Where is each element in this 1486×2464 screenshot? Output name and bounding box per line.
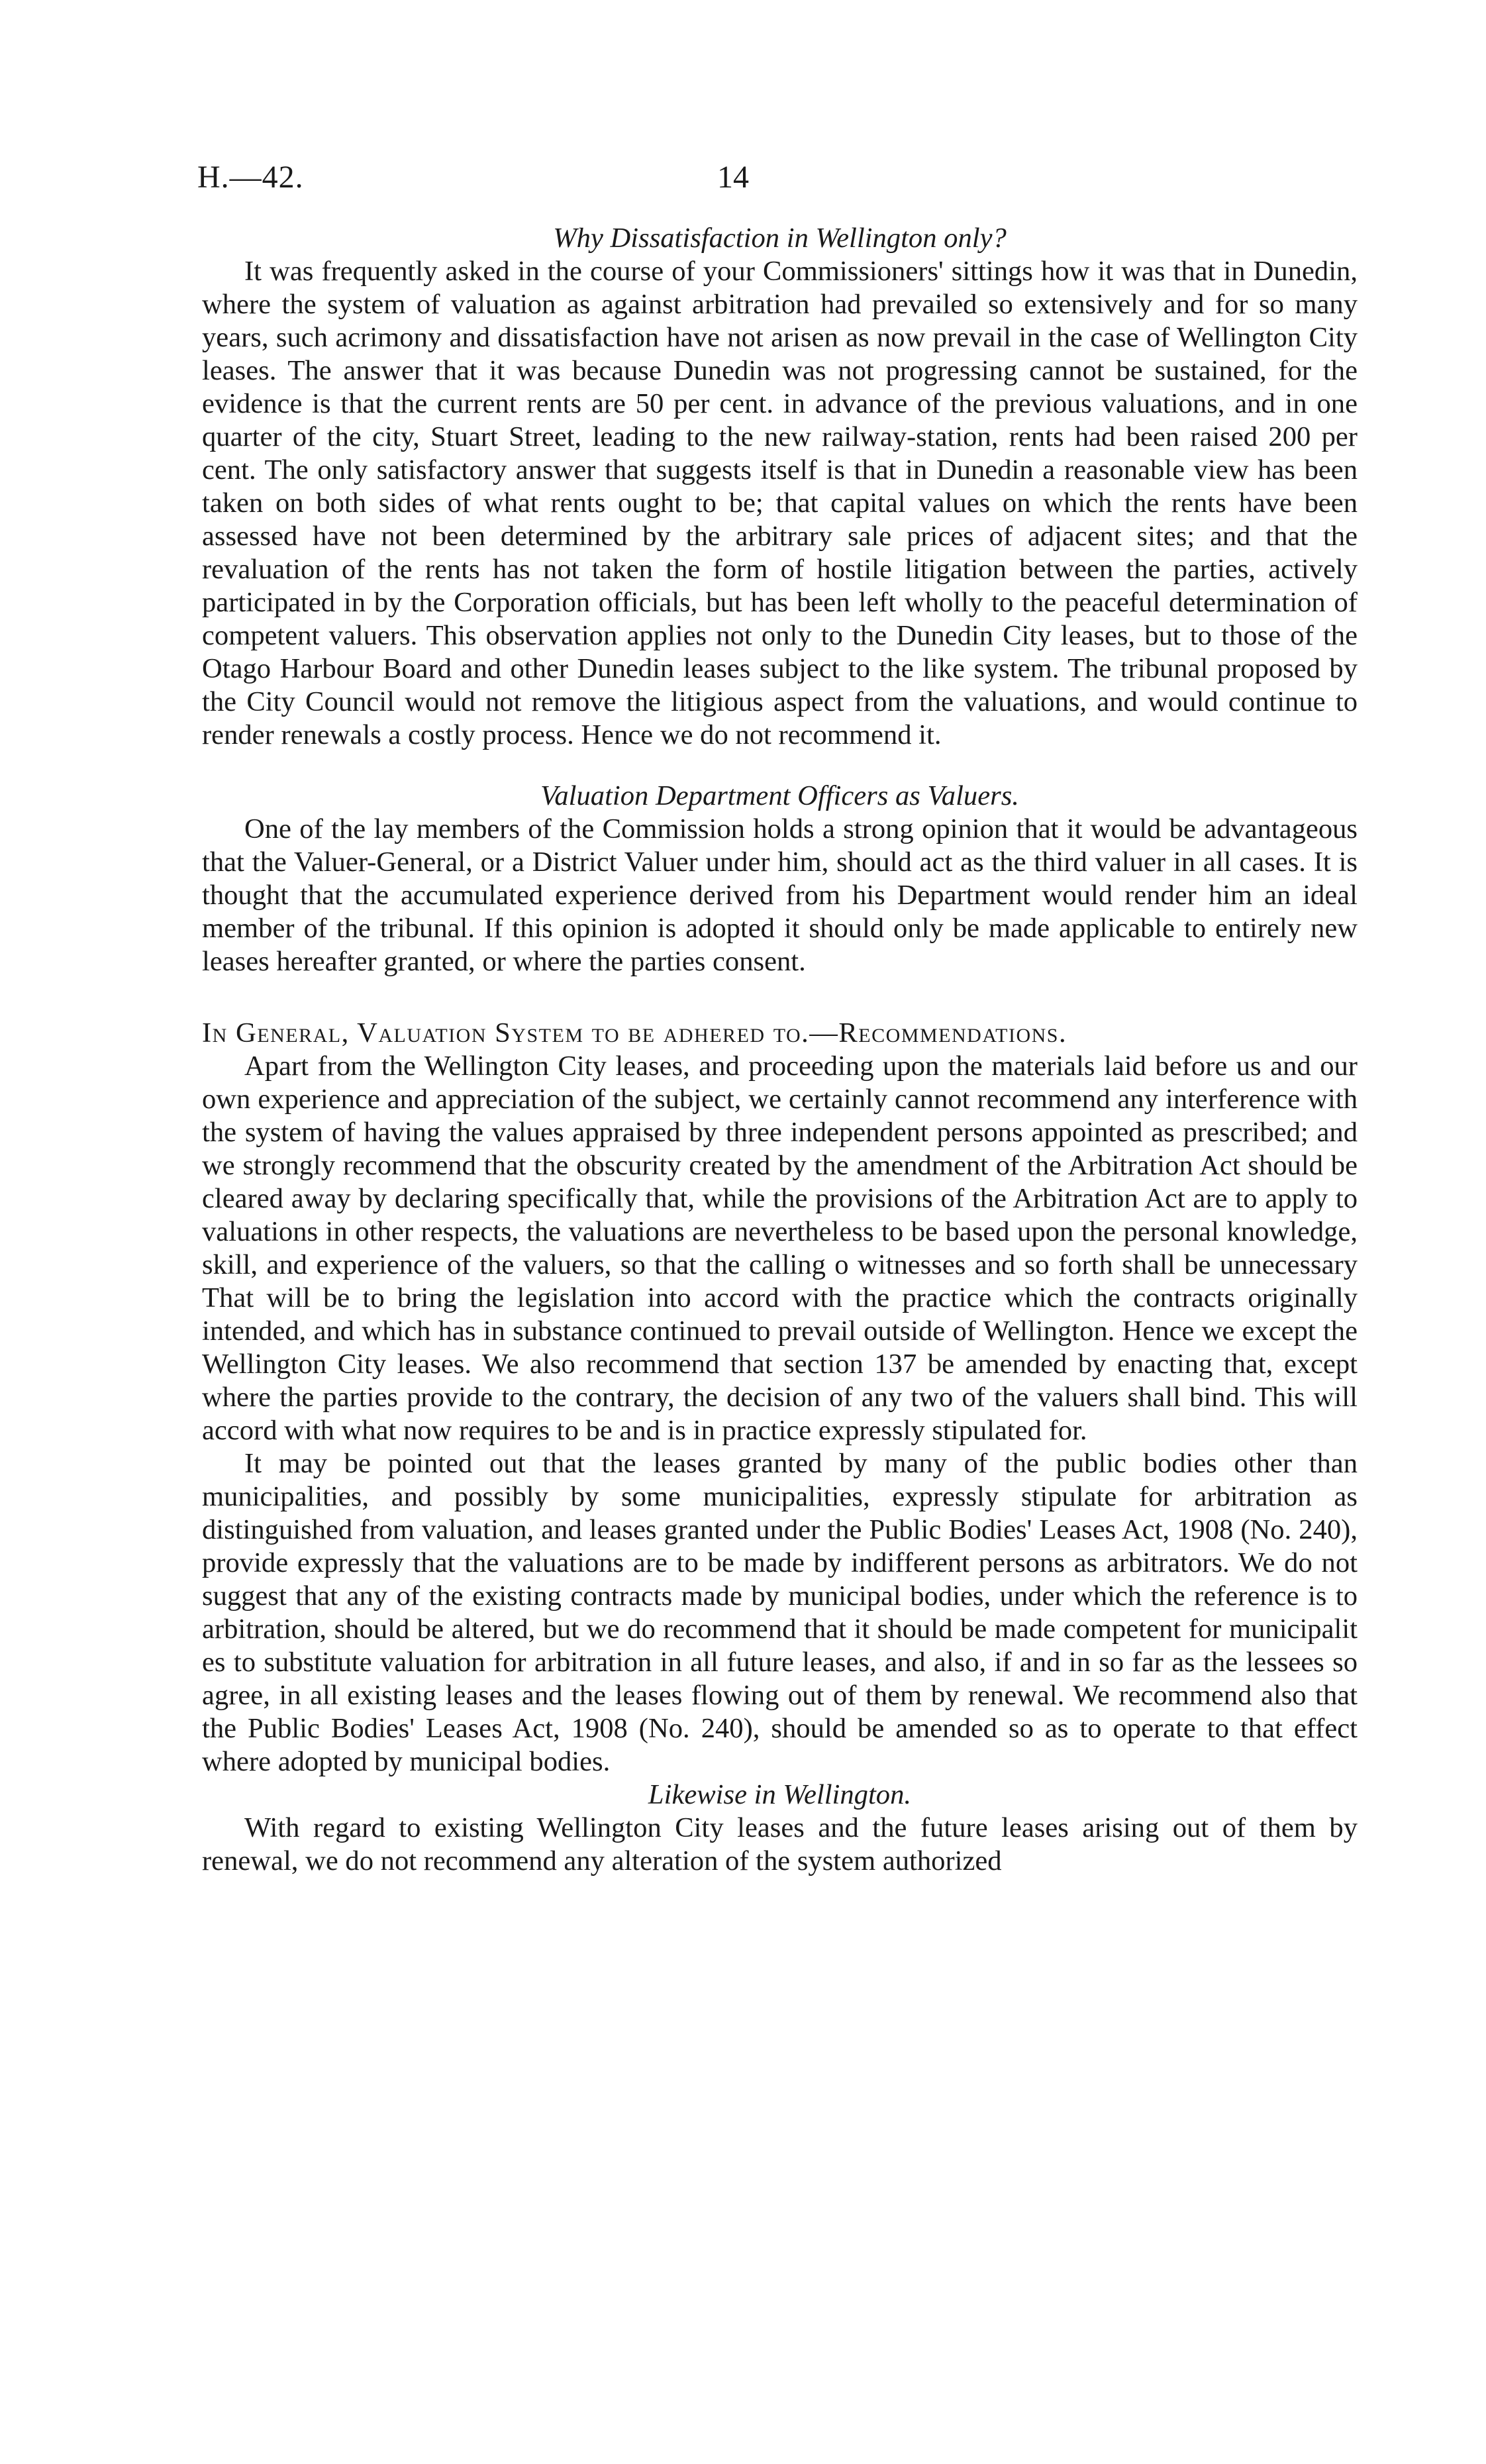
body-paragraph: It was frequently asked in the course of your Commissioners' sittings how it was that in Dunedin, where the system of valuation as against arbitration had prevailed so extensively and for so many years, such acrimony and dissatisfaction have not arisen as now prevail in the case of Wellington City leases. The answer that it was because Dunedin was not progressing cannot be sustained, for the evidence is that the current rents are 50 per cent. in advance of the previous valuations, and in one quarter of the city, Stuart Street, leading to the new railway-station, rents had been raised 200 per cent. The only satisfactory answer that suggests itself is that in Dunedin a reasonable view has been taken on both sides of what rents ought to be; that capital values on which the rents have been assessed have not been determined by the arbitrary sale prices of adjacent sites; and that the revaluation of the rents has not taken the form of hostile litigation between the parties, actively participated in by the Corporation officials, but has been left wholly to the peaceful determination of competent valuers. This observation applies not only to the Dunedin City leases, but to those of the Otago Harbour Board and other Dunedin leases subject to the like system. The tribunal proposed by the City Council would not remove the litigious aspect from the valuations, and would continue to render renewals a costly process. Hence we do not recommend it. [202,256,1358,750]
section-heading: Why Dissatisfaction in Wellington only? [553,223,1007,254]
section-heading: In General, Valuation System to be adhered to.—Recommendations. [202,1017,1067,1049]
section-heading: Likewise in Wellington. [648,1779,912,1810]
section-heading: Valuation Department Officers as Valuers. [540,780,1019,811]
document-reference: H.—42. [197,160,304,195]
page-body [202,222,1358,1878]
body-paragraph: With regard to existing Wellington City leases and the future leases arising out of them by renewal, we do not recommend any alteration of the system authorized [202,1812,1358,1876]
body-paragraph: It may be pointed out that the leases granted by many of the public bodies other than municipalities, and possibly by some municipalities, expressly stipulate for arbitration as distinguished from valuation, and leases granted under the Public Bodies' Leases Act, 1908 (No. 240), provide expressly that the valuations are to be made by indifferent persons as arbitrators. We do not suggest that any of the existing contracts made by municipal bodies, under which the reference is to arbitration, should be altered, but we do recommend that it should be made competent for municipalit es to substitute valuation for arbitration in all future leases, and also, if and in so far as the lessees so agree, in all existing leases and the leases flowing out of them by renewal. We recommend also that the Public Bodies' Leases Act, 1908 (No. 240), should be amended so as to operate to that effect where adopted by municipal bodies. [202,1448,1358,1777]
body-paragraph: One of the lay members of the Commission holds a strong opinion that it would be advantageous that the Valuer-General, or a District Valuer under him, should act as the third valuer in all cases. It is thought that the accumulated experience derived from his Department would render him an ideal member of the tribunal. If this opinion is adopted it should only be made applicable to entirely new leases hereafter granted, or where the parties consent. [202,813,1358,977]
page-number: 14 [717,160,749,195]
body-paragraph: Apart from the Wellington City leases, and proceeding upon the materials laid before us and our own experience and appreciation of the subject, we certainly cannot recommend any interference with the system of having the values appraised by three independent persons appointed as prescribed; and we strongly recommend that the obscurity created by the amendment of the Arbitration Act should be cleared away by declaring specifically that, while the provisions of the Arbitration Act are to apply to valuations in other respects, the valuations are nevertheless to be based upon the personal knowledge, skill, and experience of the valuers, so that the calling o witnesses and so forth shall be unnecessary That will be to bring the legislation into accord with the practice which the contracts originally intended, and which has in substance continued to prevail outside of Wellington. Hence we except the Wellington City leases. We also recommend that section 137 be amended by enacting that, except where the parties provide to the contrary, the decision of any two of the valuers shall bind. This will accord with what now requires to be and is in practice expressly stipulated for. [202,1051,1358,1446]
